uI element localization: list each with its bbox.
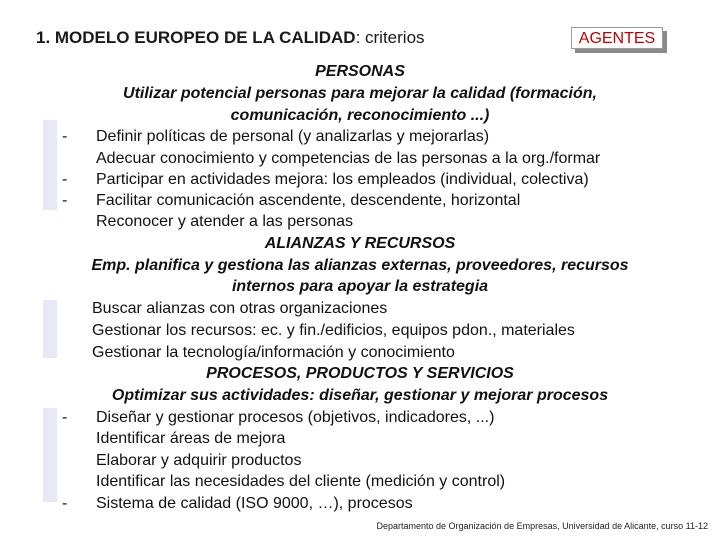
bullet-dash: - — [62, 495, 68, 512]
section-subtitle-procesos: Optimizar sus actividades: diseñar, gestionar y mejorar procesos — [111, 387, 609, 404]
section-subtitle-alianzas-2: internos para apoyar la estrategia — [231, 278, 489, 295]
section-subtitle-personas-1: Utilizar potencial personas para mejorar la calidad (formación, — [123, 85, 597, 102]
list-item: Identificar las necesidades del cliente (medición y control) — [96, 473, 506, 490]
side-bar-alianzas — [43, 300, 57, 358]
list-item: Gestionar los recursos: ec. y fin./edificios, equipos pdon., materiales — [92, 322, 575, 339]
section-heading-alianzas: ALIANZAS Y RECURSOS — [264, 235, 456, 252]
list-item: Elaborar y adquirir productos — [96, 452, 302, 469]
footer-credit: Departamento de Organización de Empresas, Universidad de Alicante, curso 11-12 — [376, 521, 708, 531]
bullet-dash: - — [62, 171, 68, 188]
list-item: Facilitar comunicación ascendente, descendente, horizontal — [96, 192, 521, 209]
section-subtitle-personas-2: comunicación, reconocimiento ...) — [230, 107, 490, 124]
list-item: Adecuar conocimiento y competencias de las personas a la org./formar — [96, 150, 601, 167]
agentes-badge: AGENTES — [571, 27, 663, 49]
bullet-dash: - — [62, 128, 68, 145]
list-item: Reconocer y atender a las personas — [96, 213, 354, 230]
section-heading-procesos: PROCESOS, PRODUCTOS Y SERVICIOS — [206, 365, 514, 382]
list-item: Sistema de calidad (ISO 9000, …), procesos — [96, 495, 413, 512]
list-item: Buscar alianzas con otras organizaciones — [92, 300, 388, 317]
slide-title-main: 1. MODELO EUROPEO DE LA CALIDAD — [36, 28, 356, 47]
bullet-dash: - — [62, 192, 68, 209]
list-item: Definir políticas de personal (y analizarlas y mejorarlas) — [96, 128, 490, 145]
section-subtitle-alianzas-1: Emp. planifica y gestiona las alianzas externas, proveedores, recursos — [91, 257, 629, 274]
slide-title-suffix: : criterios — [355, 28, 425, 47]
list-item: Diseñar y gestionar procesos (objetivos, indicadores, ...) — [96, 409, 495, 426]
section-heading-personas: PERSONAS — [315, 63, 405, 80]
bullet-dash: - — [62, 409, 68, 426]
side-bar-personas — [43, 120, 57, 210]
slide-title — [36, 28, 425, 48]
list-item: Gestionar la tecnología/información y conocimiento — [92, 344, 455, 361]
list-item: Identificar áreas de mejora — [96, 430, 286, 447]
list-item: Participar en actividades mejora: los empleados (individual, colectiva) — [96, 171, 589, 188]
side-bar-procesos — [43, 408, 57, 502]
